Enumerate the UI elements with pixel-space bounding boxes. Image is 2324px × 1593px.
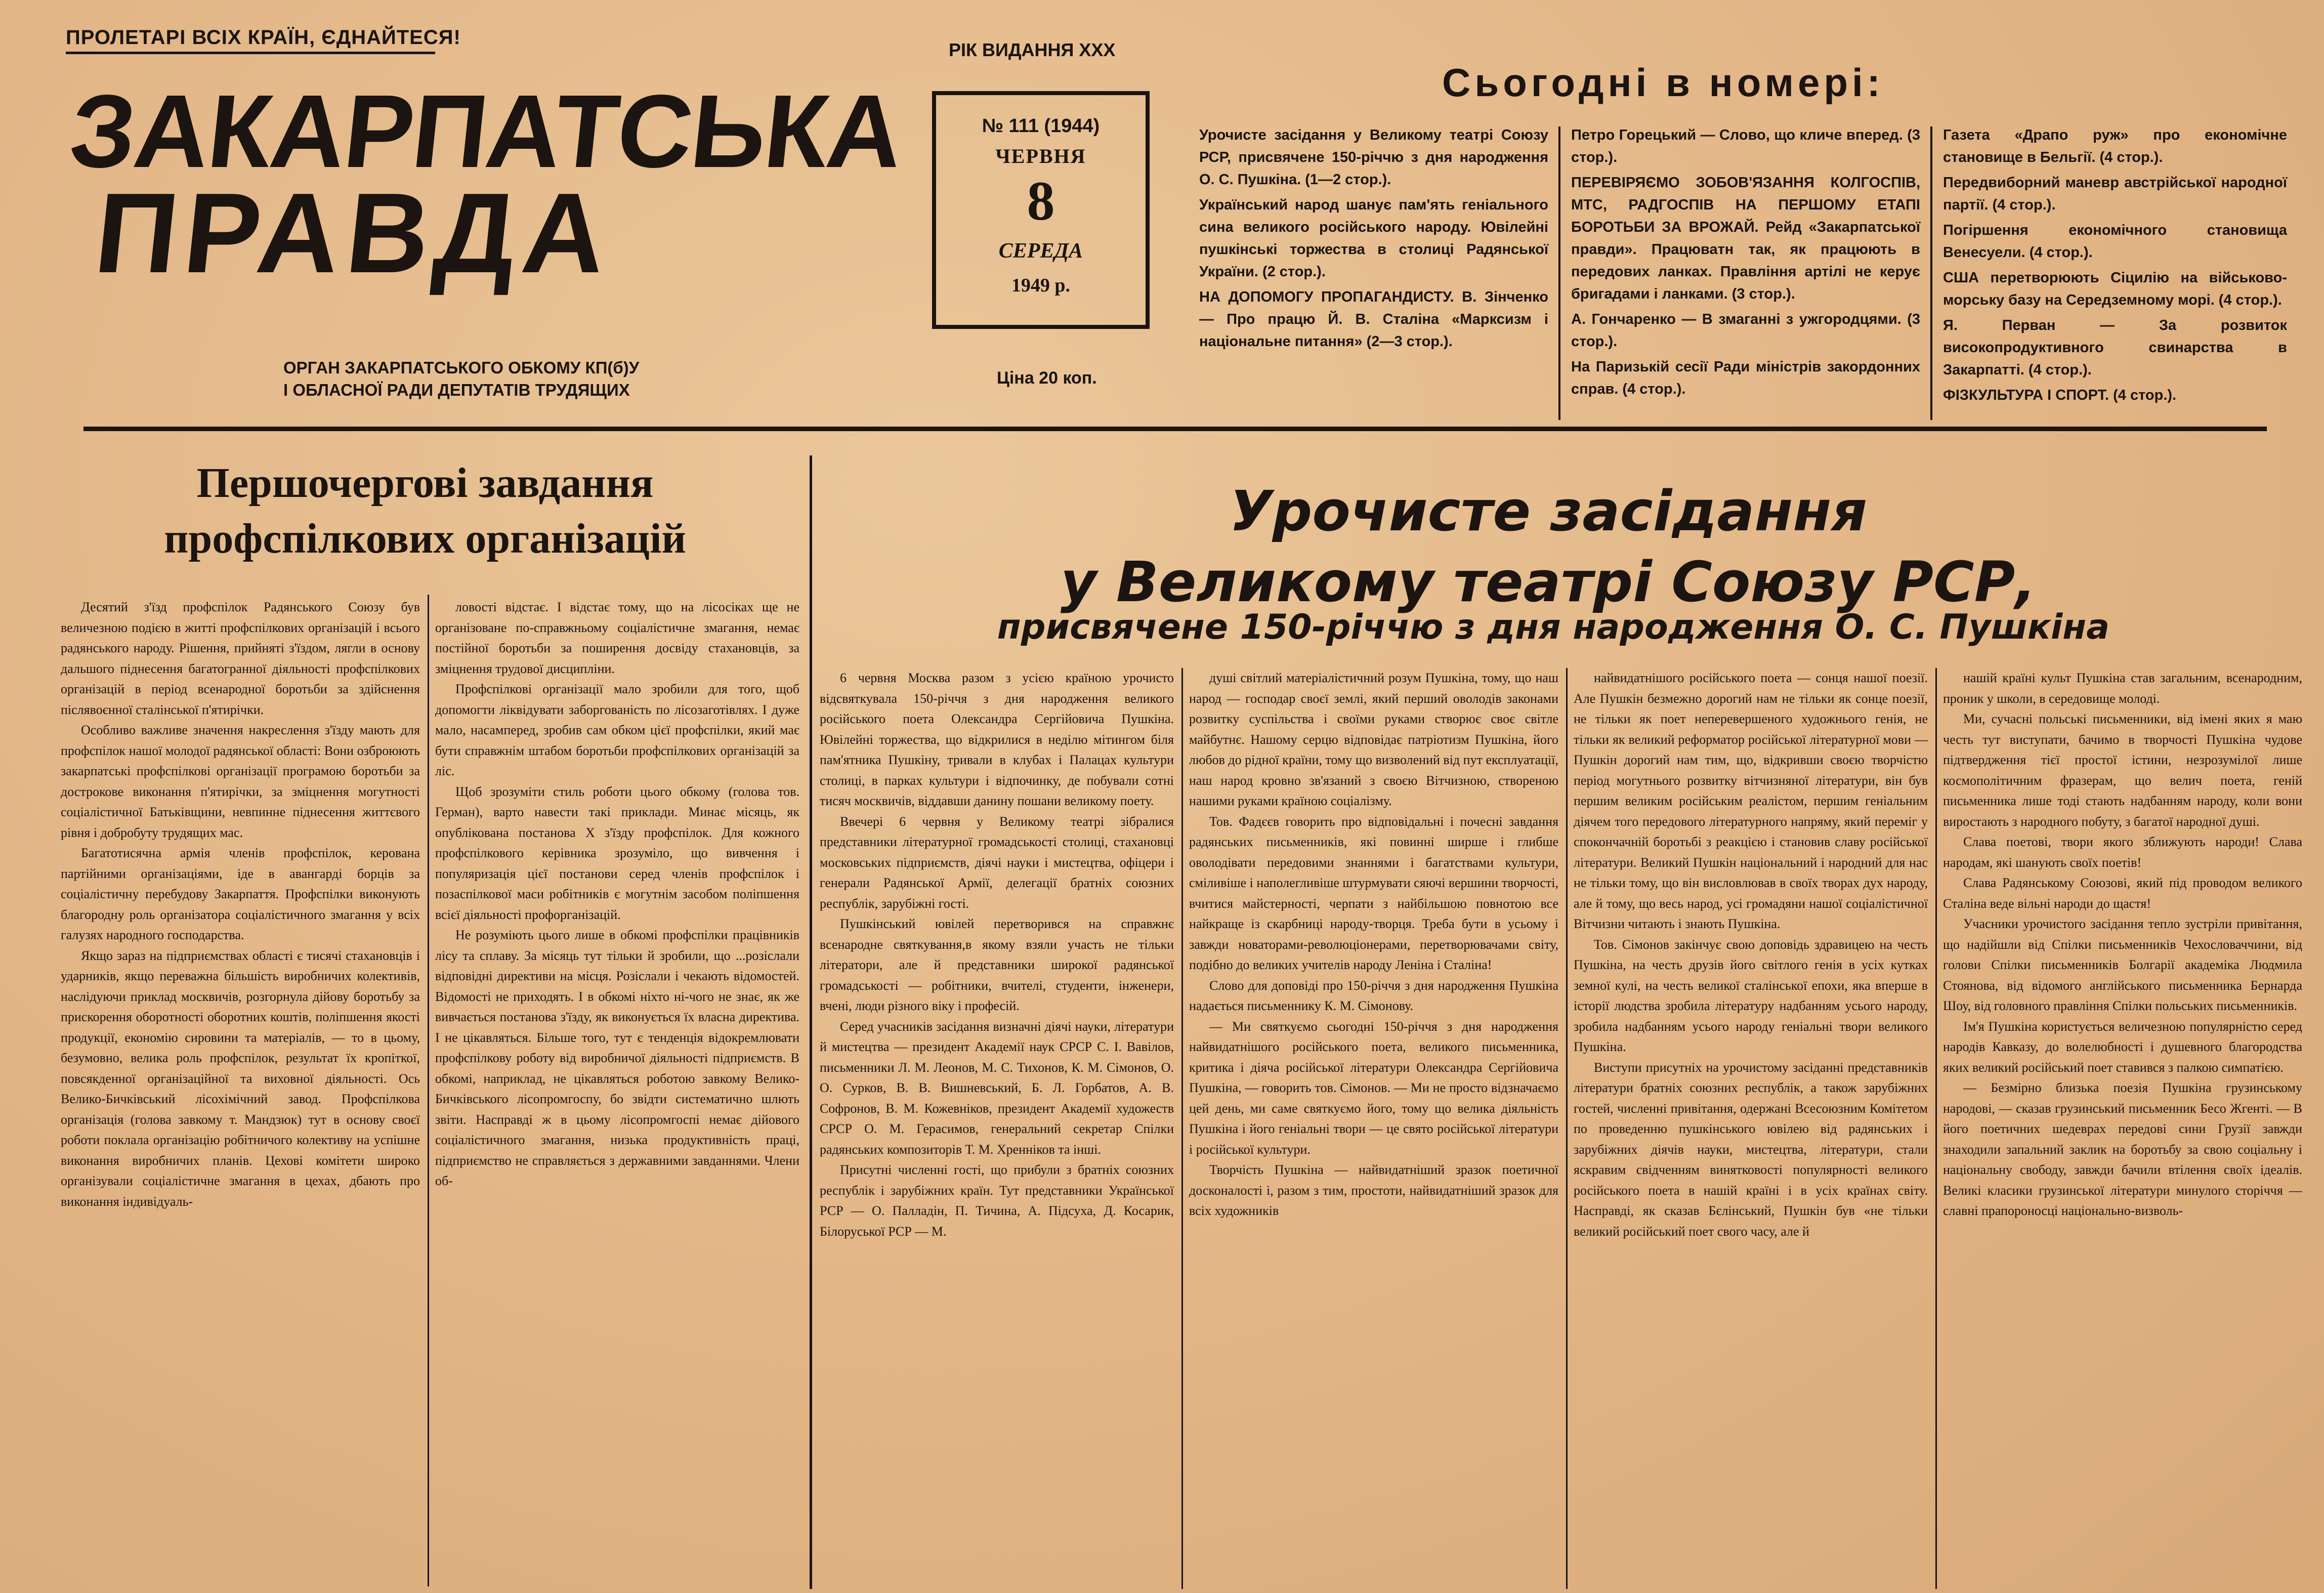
paragraph: нашій країні культ Пушкіна став загальним, всенародним, проник у школи, в середовище молоді. (1943, 670, 2302, 706)
column-divider (1566, 668, 1568, 1589)
paragraph: 6 червня Москва разом з усією країною урочисто відсвяткувала 150-річчя з дня народження великого російського поета Олександра Сергійовича Пушкіна. Ювілейні торжества, що відкрилися в неділю мітингом біля пам'ятника Пушкіну, тривали в клубах і Палацах культури столиці, в парках культури і відпочинку, де побували сотні тисяч москвичів, віддавши данину пошани великому поету. (820, 670, 1174, 808)
paragraph: душі світлий матеріалістичний розум Пушкіна, тому, що наш народ — господар своєї землі, який перший оволодів законами розвитку суспільства і своїми руками створює своє світле майбутнє. Нашому серцю відповідає патріотизм Пушкіна, його любов до рідної країни, тому що визволений від пут експлуатації, наш народ кровно зв'язаний з своєю Вітчизною, створеною нашими руками країною соціалізму. (1189, 670, 1558, 808)
contents-item: Передвиборний маневр австрійської народної партії. (4 стор.). (1943, 175, 2287, 213)
paragraph: Серед учасників засідання визначні діячі науки, літератури й мистецтва — президент Академії наук СРСР С. І. Вавілов, письменники Л. М. Леонов, М. С. Тихонов, К. М. Сімонов, О. О. Сурков, В. В. Вишневський, Б. Л. Горбатов, А. В. Софронов, В. М. Кожевніков, президент Академії художеств СРСР О. М. Герасимов, генеральний секретар Спілки радянських композиторів Т. М. Хренніков та інші. (820, 1019, 1174, 1157)
paragraph: Не розуміють цього лише в обкомі профспілки працівників лісу та сплаву. За місяць тут тільки й зробили, що ...розіслали відповідні директиви на місця. Розіслали і чекають відомостей. Відомості не приходять. І в обкомі ніхто ні-чого не знає, як же вивчається постанова з'їзду, як виконується їх власна директива. І не цікавляться. Більше того, тут є тенденція відокремлювати профспілкову роботу від виробничої діяльності підприємств. В обкомі, наприклад, не цікавляться роботою завкому Велико-Бичківського лісопромгоспу, бо звідти систематично шлють звіти. Насправді ж в цьому лісопромгоспі немає дійового соціалістичного змагання, низька продуктивність праці, підприємство не справляється з державними завданнями. Члени об- (435, 928, 799, 1188)
paragraph: Ім'я Пушкіна користується величезною популярністю серед народів Кавказу, до волелюбності і душевного благородства яких великий російський поет ставився з палкою симпатією. (1943, 1019, 2302, 1075)
article-col-3 (1574, 668, 1928, 1589)
paragraph: Слово для доповіді про 150-річчя з дня народження Пушкіна надається письменнику К. М. Сімонову. (1189, 978, 1558, 1013)
contents-item: ФІЗКУЛЬТУРА І СПОРТ. (4 стор.). (1943, 387, 2177, 403)
paragraph: Творчість Пушкіна — найвидатніший зразок поетичної досконалості і, разом з тим, простоти, найвидатніший зразок для всіх художників (1189, 1162, 1558, 1218)
paragraph: Пушкінський ювілей перетворився на справжнє всенародне святкування,в якому взяли участь не тільки літератори, але й представники широкої радянської громадськості — робітники, вчителі, студенти, інженери, вчені, люди різного віку і професій. (820, 916, 1174, 1013)
contents-item: На Паризькій сесії Ради міністрів закордонних справ. (4 стор.). (1571, 359, 1920, 397)
date-box (932, 91, 1150, 329)
article-col-2 (1189, 668, 1558, 1589)
paragraph: Слава поетові, твори якого зближують народи! Слава народам, які шанують своїх поетів! (1943, 834, 2302, 870)
contents-divider (1930, 127, 1932, 420)
contents-item: А. Гончаренко — В змаганні з ужгородцями. (3 стор.). (1571, 311, 1920, 350)
contents-item: Урочисте засідання у Великому театрі Союзу РСР, присвячене 150-річчю з дня народження О. С. Пушкіна. (1—2 стор.). (1199, 127, 1548, 188)
year-of-issue: РІК ВИДАННЯ XXX (949, 39, 1116, 60)
article-col-1 (820, 668, 1174, 1589)
contents-item: Погіршення економічного становища Венесуели. (4 стор.). (1943, 222, 2287, 261)
paragraph: Учасники урочистого засідання тепло зустріли привітання, що надійшли від Спілки письменників Чехословаччини, від голови Спілки письменників Болгарії академіка Людмила Стоянова, від відомого англійського письменника Бернарда Шоу, від головного правління Спілки польських письменників. (1943, 916, 2302, 1013)
paragraph: Виступи присутніх на урочистому засіданні представників літератури братніх союзних республік, а також зарубіжних гостей, численні привітання, одержані Всесоюзним Комітетом по проведенню пушкінського ювілею від радянських і зарубіжних діячів науки, мистецтва, літератури, стали яскравим свідченням винятковості популярності великого російського поета в нашій країні і в усіх країнах світу. Насправді, як сказав Бєлінський, Пушкін був «не тільки великий російський поет свого часу, але й (1574, 1060, 1928, 1239)
organ-line1: ОРГАН ЗАКАРПАТСЬКОГО ОБКОМУ КП(б)У (283, 358, 640, 377)
contents-item: Газета «Драпо руж» про економічне становище в Бельгії. (4 стор.). (1943, 127, 2287, 165)
issue-number: № 111 (1944) (982, 115, 1100, 137)
masthead-organ (283, 357, 639, 401)
section-divider (810, 455, 812, 1589)
contents-item: НА ДОПОМОГУ ПРОПАГАНДИСТУ. В. Зінченко — Про працю Й. В. Сталіна «Марксизм і національне питання» (2—3 стор.). (1199, 289, 1548, 350)
paragraph: Тов. Сімонов закінчує свою доповідь здравицею на честь Пушкіна, на честь друзів його світлого генія в усіх кутках земної кулі, на честь великої сталінської епохи, яка вперше в історії людства зробила літературу надбанням усього народу, зробила надбанням усього народу геніальні твори великого Пушкіна. (1574, 937, 1928, 1054)
contents-col-3 (1943, 124, 2287, 409)
column-divider (1935, 668, 1937, 1589)
contents-heading: Сьогодні в номері: (1442, 60, 1884, 105)
masthead-rule (83, 427, 2267, 431)
contents-item: США перетворюють Сіцилію на військово-морську базу на Середземному морі. (4 стор.). (1943, 270, 2287, 308)
paragraph: Якщо зараз на підприємствах області є тисячі стахановців і ударників, якщо переважна більшість виробничих колективів, наслідуючи приклад москвичів, розгорнула дійову боротьбу за прискорення оборотності оборотних коштів, поліпшення якості продукції, економію сировини та матеріалів, — то в цьому, безумовно, велика роль профспілок, результат їх кропіткої, повсякденної організаційної та виховної діяльності. Ось Велико-Бичківський лісохімічний завод. Профспілкова організація (голова завкому т. Мандзюк) тут в основу своєї роботи поклала організацію робітничого колективу на успішне виконання виробничих планів. Цехові комітети широко організували соціалістичне змагання в цехах, дбають про виконання індивідуаль- (61, 948, 420, 1209)
paragraph: Ми, сучасні польські письменники, від імені яких я маю честь тут виступати, бачимо в творчості Пушкіна чудове підтвердження тієї простої істини, незрозумілої лише космополітичним фразерам, що велич поета, геній письменника лише тоді стають надбанням народу, коли вони виростають з народного побуту, з багатої народної душі. (1943, 711, 2302, 829)
paragraph: Присутні численні гості, що прибули з братніх союзних республік і зарубіжних країн. Тут представники Української РСР — О. Палладін, П. Тичина, А. Підсуха, Д. Косарик, Білоруської РСР — М. (820, 1162, 1174, 1239)
main-subheadline: присвячене 150-річчю з дня народження О. С. Пушкіна (997, 607, 2110, 647)
issue-day: 8 (1027, 170, 1055, 232)
editorial-headline: Першочергові завдання профспілкових організацій (164, 459, 686, 562)
organ-line2: І ОБЛАСНОЇ РАДИ ДЕПУТАТІВ ТРУДЯЩИХ (283, 381, 630, 399)
issue-weekday: СЕРЕДА (998, 239, 1083, 263)
paragraph: ловості відстає. І відстає тому, що на лісосіках ще не організоване по-справжньому соціалістичне змагання, немає постійної боротьби за поширення досвіду стахановців, за зміцнення трудової дисципліни. (435, 600, 799, 676)
paragraph: найвидатнішого російського поета — сонця нашої поезії. Але Пушкін безмежно дорогий нам не тільки як сонце поезії, не тільки як поет неперевершеного художнього генія, не тільки як великий реформатор російської літературної мови — Пушкін дорогий нам тим, що, відкривши своєю творчістю період могутнього розвитку вітчизняної літератури, він був першим великим російським реалістом, першим геніальним діячем того передового літературного напряму, який переміг у спокончачній боротьбі з реакцією і становив славу російської літератури. Великий Пушкін національний і народний для нас не тільки тому, що він висловлював в своїх творах дух народу, але й тому, що весь народ, усі громадяни нашої соціалістичної Вітчизни читають і знають Пушкіна. (1574, 670, 1928, 931)
paragraph: — Ми святкуємо сьогодні 150-річчя з дня народження найвидатнішого російського поета, великого письменника, критика і діяча російської літератури Олександра Сергійовича Пушкіна, — говорить тов. Сімонов. — Ми не просто відзначаємо цей день, ми саме святкуємо його, тому що велика діяльність Пушкіна і його геніальні твори — це свято російської літератури і російської культури. (1189, 1019, 1558, 1157)
masthead-title-line1: ЗАКАРПАТСЬКА (65, 73, 908, 189)
paragraph: Профспілкові організації мало зробили для того, щоб допомогти ліквідувати заборгованість по лісозаготівлях. І дуже мало, насамперед, зробив сам обком цієї профспілки, який має бути справжнім штабом боротьби профспілкових організацій за ліс. (435, 682, 799, 778)
price: Ціна 20 коп. (997, 368, 1097, 388)
paragraph: Щоб зрозуміти стиль роботи цього обкому (голова тов. Герман), варто навести такі приклади. Минає місяць, як опублікована постанова X з'їзду профспілок. Для кожного профспілкового керівника зрозуміло, що вивчення і популяризація цієї постанови серед членів профспілок і позаспілкової маси робітників є могутнім засобом поліпшення всієї діяльності профорганізацій. (435, 784, 799, 922)
masthead-title-line2: ПРАВДА (89, 169, 620, 297)
contents-divider (1558, 127, 1560, 420)
main-headline-line2: у Великому театрі Союзу РСР, (1060, 550, 2037, 614)
contents-item: Український народ шанує пам'ять геніального сина великого російського народу. Ювілейні пушкінські торжества в столиці Радянської України. (2 стор.). (1199, 197, 1548, 280)
contents-col-1 (1199, 124, 1548, 356)
column-divider (428, 595, 429, 1586)
editorial-col-1 (61, 597, 420, 1589)
contents-col-2 (1571, 124, 1920, 403)
slogan-underline (66, 52, 435, 54)
paragraph: Особливо важливе значення накреслення з'їзду мають для профспілок нашої молодої радянської області: Вони озброюють закарпатські профспілкові організації програмою боротьби за дострокове виконання п'ятирічки, за зміцнення могутності соціалістичної Батьківщини, невпинне піднесення життєвого рівня і добробуту трудящих мас. (61, 723, 420, 840)
issue-year: 1949 р. (1011, 275, 1071, 296)
contents-item: ПЕРЕВІРЯЄМО ЗОБОВ'ЯЗАННЯ КОЛГОСПІВ, МТС, РАДГОСПІВ НА ПЕРШОМУ ЕТАПІ БОРОТЬБИ ЗА ВРОЖАЙ. Рейд «Закарпатської правди». Працюватн так, як працюють в передових ланках. Правління артілі не керує бригадами і ланками. (3 стор.). (1571, 175, 1920, 302)
paragraph: Тов. Фадєєв говорить про відповідальні і почесні завдання радянських письменників, які повинні ширше і глибше оволодівати передовими знаннями і багатствами культури, сміливіше і наполегливіше штурмувати сяючі вершини творчості, вчитися майстерності, черпати з найбільшою повнотою все найкраще із скарбниці народу-творця. Треба бути в усьому і завжди новаторами-революціонерами, перетворювачами світу, подібно до великих учителів народу Леніна і Сталіна! (1189, 814, 1558, 972)
slogan: ПРОЛЕТАРІ ВСІХ КРАЇН, ЄДНАЙТЕСЯ! (66, 26, 461, 49)
paragraph: Ввечері 6 червня у Великому театрі зібралися представники літературної громадськості столиці, стахановці московських підприємств, діячі науки і мистецтва, офіцери і генерали Радянської Армії, делегації братніх союзних республік, зарубіжні гості. (820, 814, 1174, 911)
editorial-col-2 (435, 597, 799, 1589)
column-divider (1181, 668, 1183, 1589)
paragraph: — Безмірно близька поезія Пушкіна грузинському народові, — сказав грузинський письменник Бесо Жгенті. — В його поетичних шедеврах передові сини Грузії завжди знаходили запальний заклик на боротьбу за свою соціальну і національну свободу, завжди бачили втілення своїх ідеалів. Великі класики грузинської літератури минулого сторіччя — славні прапороносці національно-визволь- (1943, 1080, 2302, 1218)
paragraph: Десятий з'їзд профспілок Радянського Союзу був величезною подією в житті профспілкових організацій і всього радянського народу. Рішення, прийняті з'їздом, лягли в основу дальшого піднесення багатогранної діяльності профспілкових організацій в період всенародної боротьби за здійснення післявоєнної сталінської п'ятирічки. (61, 600, 420, 717)
paragraph: Багатотисячна армія членів профспілок, керована партійними організаціями, іде в авангарді борців за соціалістичну перебудову Закарпаття. Профспілки виконують благородну роль організатора соціалістичного змагання у всіх галузях народного господарства. (61, 846, 420, 942)
main-headline (850, 476, 2247, 617)
contents-item: Я. Перван — За розвиток високопродуктивного свинарства в Закарпатті. (4 стор.). (1943, 317, 2287, 378)
contents-item: Петро Горецький — Слово, що кличе вперед. (3 стор.). (1571, 127, 1920, 165)
article-col-4 (1943, 668, 2302, 1589)
paragraph: Слава Радянському Союзові, який під проводом великого Сталіна веде вільні народи до щастя! (1943, 875, 2302, 911)
main-headline-line1: Урочисте засідання (1229, 479, 1868, 543)
issue-month: ЧЕРВНЯ (995, 145, 1086, 167)
